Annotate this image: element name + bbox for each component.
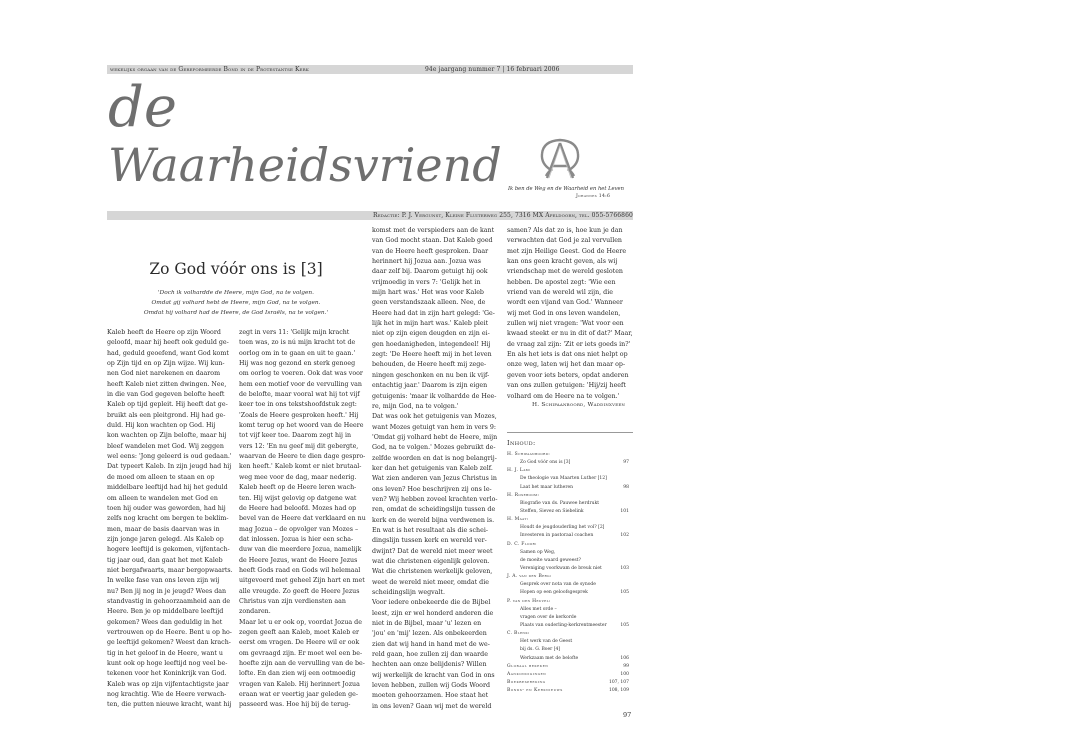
article-line: wordt een vijand van God.' Wanneer	[507, 299, 623, 307]
article-line: mag Jozua – de opvolger van Mozes –	[239, 525, 359, 533]
contents-row	[507, 549, 633, 557]
contents-author: C. Blenk:	[507, 631, 530, 637]
contents-author: J. A. van den Berg:	[507, 574, 552, 580]
article-line: Kaleb op tijd gepleit. Hij heeft dat ge-	[107, 401, 228, 409]
article-line: ge leeftijd gekomen? Weest dan krach-	[107, 639, 231, 647]
article-line: dwijnt? Dat de wereld niet meer weet	[372, 547, 493, 555]
article-line: getuigenis: 'maar ik volhardde de Hee-	[372, 392, 497, 400]
article-line: Heere. Ben je op middelbare leeftijd	[107, 608, 224, 616]
article-line: verwachten dat God je zal vervullen	[507, 237, 622, 245]
contents-article-title: Biografie van ds. Pauwee herdrukt	[520, 500, 600, 506]
article-line: daar zelf bij. Daarom getuigt hij ook	[372, 268, 488, 276]
alpha-omega-logo	[535, 133, 585, 183]
article-line: wel eens: 'Jong geleerd is oud gedaan.'	[107, 453, 232, 461]
article-line: tig in het geloof in de Heere, want u	[107, 649, 223, 657]
article-line: ten. Hij wijst gelovig op datgene wat	[239, 494, 357, 502]
article-line: behouden, de Heere heeft mij zege-	[372, 361, 487, 369]
article-line: lijk het in mijn hart was.' Kaleb pleit	[372, 320, 489, 328]
article-line: om gevraagd zijn. Er moet wel een be-	[239, 649, 363, 657]
article-line: uitgevoerd met geheel Zijn hart en met	[239, 577, 365, 585]
contents-row	[507, 565, 633, 573]
article-line: samen? Als dat zo is, hoe kun je dan	[507, 227, 623, 234]
article-line: standvastig in gehoorzaamheid aan de	[107, 597, 231, 605]
article-line: onze weg, laten wij het dan maar op-	[507, 361, 626, 369]
issue-label: 94e jaargang nummer 7 | 16 februari 2006	[425, 66, 560, 73]
contents-row	[507, 500, 633, 508]
article-line: zegt: 'De Heere heeft mij in het leven	[372, 351, 492, 359]
masthead-de: de	[108, 75, 177, 140]
article-line: vriendschap met de wereld gesloten	[507, 268, 623, 276]
contents-article-title: de moeite waard geweest?	[520, 557, 581, 563]
contents-article-title: Plaats van ouderling-kerkrentmeester	[520, 622, 607, 628]
article-line: hogere leeftijd is gekomen, vijfentach-	[107, 546, 230, 554]
article-line: zullen wij niet vragen: 'Wat voor een	[507, 320, 624, 328]
article-line: scheidingslijn wegvalt.	[372, 589, 445, 597]
contents-heading: Inhoud:	[507, 439, 536, 447]
article-column-3	[372, 226, 498, 712]
article-line: Kaleb heeft op de Heere leren wach-	[239, 484, 357, 492]
contents-page-number: 99	[623, 663, 629, 669]
article-line: entachtig jaar.' Daarom is zijn eigen	[372, 382, 488, 390]
contents-page-number: 105	[620, 590, 629, 596]
contents-author: H. Maat:	[507, 517, 529, 523]
article-line: zegt in vers 11: 'Gelijk mijn kracht	[239, 329, 350, 336]
article-line: geven voor iets beters, opdat anderen	[507, 371, 629, 379]
article-line: van God mocht staan. Dat Kaleb goed	[372, 237, 493, 245]
article-line: moeten gehoorzamen. Hoe staat het	[372, 692, 489, 700]
article-line: in ons leven? Gaan wij met de wereld	[372, 702, 492, 710]
contents-row	[507, 655, 633, 663]
contents-row	[507, 484, 633, 492]
article-line: hem een motief voor de vervulling van	[239, 380, 362, 388]
article-line: Dat typeert Kaleb. In zijn jeugd had hij	[107, 463, 232, 471]
article-line: had, geduld geoefend, want God komt	[107, 349, 229, 357]
article-line: in die van God gegeven belofte heeft	[107, 391, 225, 399]
contents-row	[507, 606, 633, 614]
contents-page-number: 103	[620, 565, 629, 571]
article-line: ten, die putten nieuwe kracht, want hij	[107, 701, 232, 709]
article-line: wij met God in ons leven wandelen,	[507, 309, 621, 317]
contents-row	[507, 524, 633, 532]
article-line: tig jaar oud, dan gaat het met Kaleb	[107, 556, 223, 564]
contents-article-title: Laat het maar lutheren	[520, 484, 574, 490]
editorial-address: Redactie: P. J. Vergunst, Kleine Fluiterweg 255, 7316 MX Apeldoorn, tel. 055-5766860	[373, 212, 633, 219]
article-line: komt terug op het woord van de Heere	[239, 422, 364, 430]
article-title: Zo God vóór ons is [3]	[149, 260, 323, 278]
contents-page-number: 107, 107	[608, 679, 629, 685]
article-line: tot vijf keer toe. Daarom zegt hij in	[239, 432, 352, 440]
article-line: Kaleb heeft de Heere op zijn Woord	[107, 329, 221, 336]
contents-article-title: bij ds. G. Boer [4]	[520, 647, 561, 653]
article-line: passeerd was. Hoe hij bij de terug-	[239, 701, 351, 709]
epigraph-line: Omdat gij volhard hebt de Heere, mijn God, na te volgen.	[151, 300, 321, 306]
article-line: gekomen? Wees dan geduldig in het	[107, 618, 223, 626]
article-line: ons leven? Hoe beschrijven zij ons le-	[372, 485, 492, 493]
article-line: om alleen te wandelen met God en	[107, 494, 218, 502]
contents-article-title: Het werk van de Geest	[520, 639, 573, 645]
article-line: herinnert hij Jozua aan. Jozua was	[372, 258, 482, 266]
article-line: vers 12: 'En nu geef mij dit gebergte,	[239, 442, 359, 450]
article-line: dingslijn tussen kerk en wereld ver-	[372, 537, 487, 545]
article-line: zondaren.	[239, 608, 271, 616]
article-line: kwaad steekt er nu in dit of dat?' Maar,	[507, 330, 633, 338]
organ-label: wekelijks orgaan van de Gereformeerde Bond in de Protestantse Kerk	[110, 66, 309, 73]
contents-row	[507, 671, 633, 679]
article-line: zijn jonge jaren gelegd. Als Kaleb op	[107, 535, 224, 543]
article-line: bevel van de Heere dat verklaard en nu	[239, 515, 366, 523]
contents-page-number: 100	[620, 671, 629, 677]
article-line: alle vreugde. Zo geeft de Heere Jezus	[239, 587, 360, 595]
article-line: de Heere Jezus, want de Heere Jezus	[239, 556, 358, 564]
contents-row	[507, 557, 633, 565]
article-line: kan ons geen kracht geven, als wij	[507, 258, 618, 266]
header-bar	[107, 65, 633, 74]
logo-text: AΩ	[535, 133, 537, 134]
article-line: de belofte, maar vooral wat hij tot vijf	[239, 391, 360, 399]
article-line: want Mozes getuigt van hem in vers 9:	[372, 423, 497, 431]
article-line: re, mijn God, na te volgen.'	[372, 402, 459, 410]
motto-reference: Johannes 14:6	[576, 194, 611, 199]
article-line: van ons zullen getuigen: 'Hij/zij heeft	[507, 382, 626, 390]
contents-article-title: vragen over de kerkorde	[520, 614, 577, 620]
contents-list	[507, 451, 633, 695]
contents-row	[507, 630, 633, 638]
contents-article-title: Steffen, Sievez en Siebelink	[520, 508, 584, 514]
contents-row	[507, 663, 633, 671]
article-line: vragen van Kaleb. Hij herinnert Jozua	[239, 680, 360, 688]
article-line: En wat is het resultaat als die schei-	[372, 526, 488, 534]
contents-author: H. J. Lam:	[507, 468, 531, 474]
article-line: waarvan de Heere te dien dage gespro-	[239, 453, 366, 461]
article-line: wat die christenen eigenlijk geloven.	[372, 558, 490, 565]
article-line: niet op zijn eigen deugden en zijn ei-	[372, 330, 490, 338]
article-line: dat inlossen. Jozua is hier een scha-	[239, 535, 354, 543]
editorial-bar	[107, 211, 633, 220]
article-line: zelfde woorden en dat is nog belangrij-	[372, 454, 497, 462]
article-line: ven? Wij hebben zoveel krachten verlo-	[372, 495, 498, 503]
author-signature: H. Schipaanboord, Waddinxveen	[532, 402, 626, 408]
contents-row	[507, 475, 633, 483]
article-line: eerst om vragen. De Heere wil er ook	[239, 639, 360, 647]
contents-author: H. Schipaanboord:	[507, 452, 551, 457]
contents-page-number: 108, 109	[608, 688, 629, 694]
contents-row	[507, 687, 633, 695]
contents-article-title: Hopen op een geloofsgesprek	[520, 590, 588, 596]
article-line: Voor iedere onbekeerde die de Bijbel	[372, 599, 491, 607]
contents-section: Aankondigingen	[507, 671, 547, 677]
contents-row	[507, 614, 633, 622]
epigraph	[107, 288, 365, 318]
article-line: Christus van zijn verdiensten aan	[239, 597, 346, 605]
article-column-4	[507, 226, 633, 402]
contents-row	[507, 581, 633, 589]
contents-article-title: De theologie van Maarten Luther [12]	[520, 476, 607, 482]
article-line: Kaleb was op zijn vijfentachtigste jaar	[107, 680, 229, 688]
epigraph-line: Omdat hij volhard had de Heere, de God Israëls, na te volgen.'	[143, 310, 329, 316]
article-line: hoefte zijn aan de vervulling van de be-	[239, 660, 365, 667]
contents-row	[507, 679, 633, 687]
article-line: 'Omdat gij volhard hebt de Heere, mijn	[372, 433, 498, 441]
article-line: vrijmoedig in vers 7: 'Gelijk het in	[372, 278, 481, 286]
article-line: de moed om alleen te staan en op	[107, 473, 215, 481]
contents-author: P. van den Heuvel:	[507, 598, 551, 604]
article-line: hechten aan onze belijdenis? Willen	[372, 661, 487, 669]
article-line: duw van die meerdere Jozua, namelijk	[239, 546, 362, 554]
article-line: ren, omdat de scheidingslijn tussen de	[372, 506, 496, 514]
page-number: 97	[623, 711, 632, 719]
article-line: volhard om de Heere na te volgen.'	[507, 392, 620, 400]
contents-row	[507, 541, 633, 549]
contents-row	[507, 516, 633, 524]
article-line: kon wachten op Zijn belofte, maar hij	[107, 432, 227, 440]
contents-author: D. C. Floor:	[507, 541, 537, 547]
contents-row	[507, 589, 633, 597]
contents-row	[507, 467, 633, 475]
article-line: kerk en de wereld bijna verdwenen is.	[372, 516, 495, 524]
article-line: mijn hart was.' Het was voor Kaleb	[372, 289, 484, 297]
article-line: Hij was nog gezond en sterk genoeg	[239, 360, 356, 368]
article-line: duld. Hij kon wachten op God. Hij	[107, 422, 216, 430]
article-line: weg mee voor de dag, maar nederig.	[239, 473, 357, 481]
contents-article-title: Vereniging voorkwam de breuk niet	[520, 565, 602, 571]
article-line: ningen geschonken en nu ben ik vijf-	[372, 371, 490, 379]
contents-rule	[507, 432, 633, 433]
article-line: bruikt als een pleitgrond. Hij had ge-	[107, 411, 226, 419]
article-line: Wat zien anderen van Jezus Christus in	[372, 475, 497, 483]
article-line: oorlog om in te gaan en uit te gaan.'	[239, 349, 356, 357]
article-line: 'Zoals de Heere gesproken heeft.' Hij	[239, 411, 359, 419]
article-line: leven hebben, zullen wij Gods Woord	[372, 682, 491, 690]
article-line: keer toe in ons tekstshoofdstuk zegt:	[239, 401, 357, 409]
contents-page-number: 106	[620, 655, 629, 661]
article-line: reld gaan, hoe zullen zij dan waarde	[372, 651, 488, 659]
article-line: ken heeft.' Kaleb komt er niet brutaal-	[239, 463, 362, 471]
article-line: niet in de Bijbel, maar 'u' lezen en	[372, 620, 482, 628]
contents-row	[507, 492, 633, 500]
article-line: vriend van de wereld wil zijn, die	[507, 289, 613, 297]
masthead-title: Waarheidsvriend	[108, 138, 502, 192]
article-line: In welke fase van ons leven zijn wij	[107, 577, 220, 585]
epigraph-line: 'Doch ik volhardde de Heere, mijn God, na te volgen.	[157, 290, 315, 296]
article-line: hebben. De apostel zegt: 'Wie een	[507, 278, 616, 286]
article-line: toen was, zo is nú mijn kracht tot de	[239, 339, 356, 347]
article-line: met zijn Heilige Geest. God de Heere	[507, 247, 627, 255]
article-line: weet de wereld niet meer, omdat die	[372, 578, 489, 586]
article-line: om oorlog te voeren. Ook dat was voor	[239, 370, 363, 378]
article-line: kunt ook op hoge leeftijd nog veel be-	[107, 660, 228, 667]
article-line: zegen geeft aan Kaleb, moet Kaleb er	[239, 628, 359, 636]
article-line: gen hoedanigheden, integendeel! Hij	[372, 340, 491, 348]
article-line: heeft Kaleb niet zitten dwingen. Nee,	[107, 380, 227, 388]
article-line: Maar let u er ook op, voordat Jozua de	[239, 618, 362, 626]
contents-section: Globaal bekeken	[507, 663, 549, 669]
contents-page-number: 98	[623, 484, 629, 490]
article-line: ker dan het getuigenis van Kaleb zelf.	[372, 464, 493, 472]
contents-article-title: Gesprek over nota van de synode	[520, 582, 596, 588]
contents-row	[507, 646, 633, 654]
article-line: vertrouwen op de Heere. Bent u op ho-	[107, 628, 232, 636]
article-line: leest, zijn er wel honderd anderen die	[372, 609, 494, 617]
article-line: 'jou' en 'mij' lezen. Als onbekeerden	[372, 630, 487, 638]
article-line: toen hij ouder was geworden, had hij	[107, 504, 226, 512]
article-column-1	[107, 328, 233, 711]
contents-page-number: 105	[620, 622, 629, 628]
contents-article-title: Alles met orde –	[520, 606, 557, 612]
article-line: lofte. En dan zien wij een ootmoedig	[239, 670, 356, 678]
article-line: geloofd, maar hij heeft ook geduld ge-	[107, 339, 229, 347]
contents-row	[507, 532, 633, 540]
article-line: de vraag zal zijn: 'Zit er iets goeds in?'	[507, 340, 631, 348]
contents-row	[507, 573, 633, 581]
article-line: geen verstandszaak alleen. Nee, de	[372, 299, 486, 307]
article-line: middelbare leeftijd had hij het geduld	[107, 484, 228, 492]
article-line: de Heere had beloofd. Mozes had op	[239, 504, 357, 512]
contents-article-title: Houdt de jeugdouderling het vol? [2]	[520, 525, 605, 531]
contents-row	[507, 598, 633, 606]
article-line: van de Heere heeft gesproken. Daar	[372, 247, 489, 255]
contents-row	[507, 622, 633, 630]
article-line: zelfs nog kracht om bergen te beklim-	[107, 515, 229, 523]
contents-section: Boekbespreking	[507, 679, 546, 685]
article-line: niet bergafwaarts, maar bergopwaarts.	[107, 566, 233, 574]
article-line: God, na te volgen.' Mozes gebruikt de-	[372, 444, 496, 452]
article-line: men, maar de basis daarvan was in	[107, 525, 220, 533]
article-line: Heere had dat in zijn hart gelegd: 'Ge-	[372, 309, 495, 317]
article-line: En als het iets is dat ons niet helpt op	[507, 351, 628, 359]
contents-row	[507, 508, 633, 516]
article-line: nen God niet narekenen en daarom	[107, 370, 221, 378]
article-line: nu? Ben jij nog in je jeugd? Wees dan	[107, 587, 227, 595]
article-line: eraan wat er veertig jaar geleden ge-	[239, 691, 358, 699]
article-line: wij werkelijk de kracht van God in ons	[372, 671, 495, 679]
contents-author: H. Roseboom:	[507, 492, 540, 498]
contents-page-number: 102	[620, 533, 629, 539]
contents-article-title: Zo God vóór ons is [3]	[520, 460, 571, 466]
contents-row	[507, 638, 633, 646]
article-line: Wat die christenen werkelijk geloven,	[372, 568, 493, 576]
article-line: tekenen voor het Koninkrijk van God.	[107, 670, 227, 678]
contents-row	[507, 451, 633, 459]
article-line: heeft Gods raad en Gods wil helemaal	[239, 566, 361, 574]
contents-page-number: 101	[620, 508, 629, 514]
article-line: op Zijn tijd en op Zijn wijze. Wij kun-	[107, 360, 225, 368]
contents-page-number: 97	[623, 460, 629, 466]
article-line: nog krachtig. Wie de Heere verwach-	[107, 691, 227, 699]
motto: Ik ben de Weg en de Waarheid en het Leven	[508, 186, 624, 192]
article-column-2	[239, 328, 366, 711]
article-line: komst met de verspieders aan de kant	[372, 227, 495, 234]
contents-article-title: Investeren in pastoraal coachen	[520, 533, 594, 539]
contents-article-title: Samen op Weg,	[520, 549, 556, 555]
contents-section: Bonds- en Kerknieuws	[507, 688, 563, 694]
article-line: bleef wandelen met God. Wij zeggen	[107, 442, 224, 450]
contents-row	[507, 459, 633, 467]
article-line: Dat was ook het getuigenis van Mozes,	[372, 413, 497, 421]
article-line: zien dat wij hand in hand met de we-	[372, 640, 490, 648]
contents-article-title: Werkzaam met de belofte	[520, 655, 579, 661]
